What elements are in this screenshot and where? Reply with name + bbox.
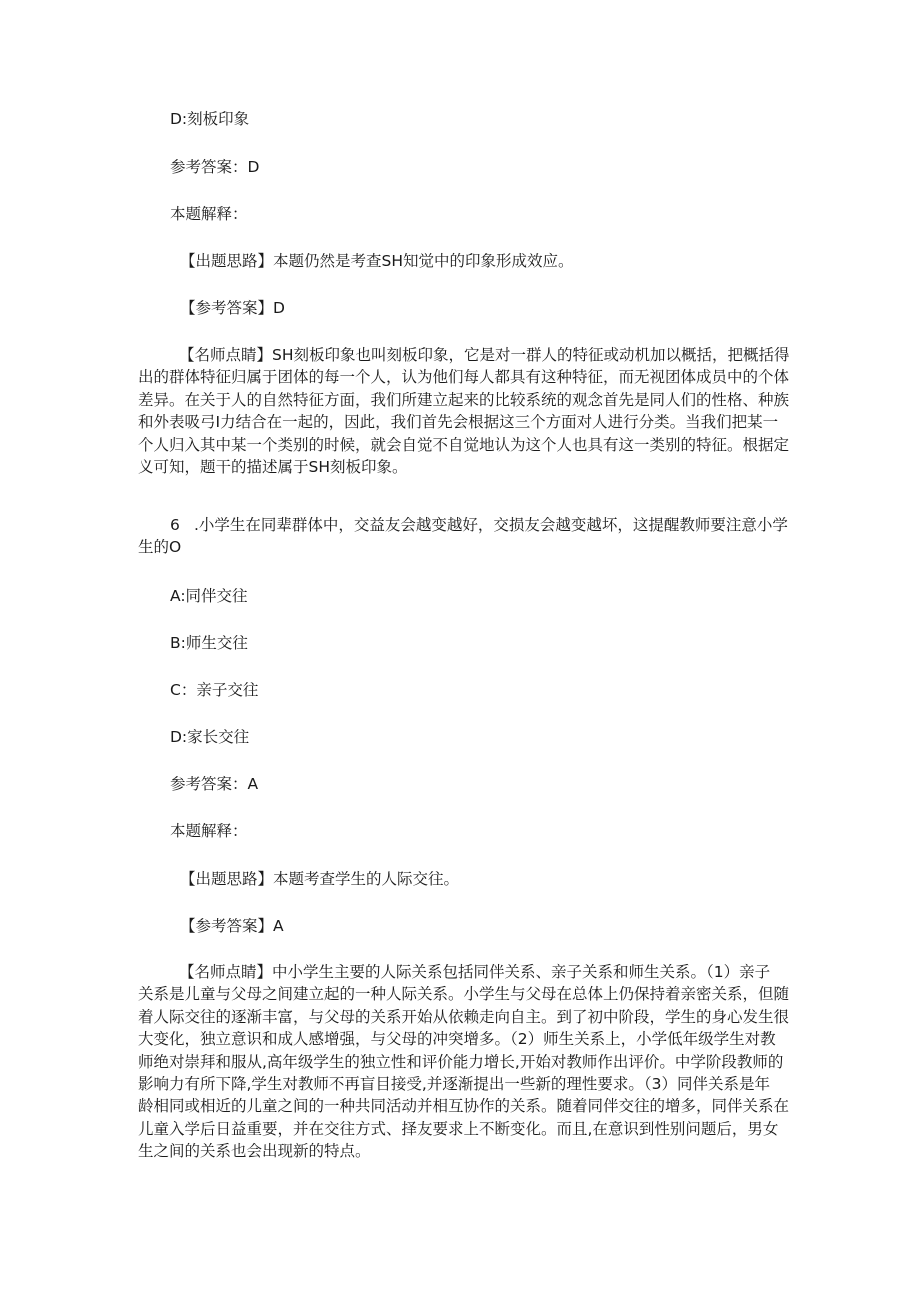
q6-tips-line: 【名师点睛】中小学生主要的人际关系包括同伴关系、亲子关系和师生关系。（1）亲子: [179, 963, 771, 981]
q5-tips-line: 【名师点睛】SH刻板印象也叫刻板印象，它是对一群人的特征或动机加以概括，把概括得: [179, 346, 790, 364]
q6-tips-line: 龄相同或相近的儿童之间的一种共同活动并相互协作的关系。随着同伴交往的增多，同伴关系在: [138, 1097, 790, 1116]
q6-option-c: C：亲子交往: [170, 681, 259, 699]
q6-tips-line: 生之间的关系也会出现新的特点。: [138, 1142, 371, 1161]
q6-tips-paragraph: [138, 961, 790, 1163]
q5-tips-paragraph: [138, 344, 790, 478]
q6-answer: 参考答案：A: [170, 775, 259, 793]
q6-number: 6: [170, 516, 180, 534]
q5-explain-label: 本题解释：: [170, 205, 248, 223]
q6-stem-line: .小学生在同辈群体中，交益友会越变越好，交损友会越变越坏，这提醒教师要注意小学: [194, 516, 788, 534]
q5-tips-line: 义可知，题干的描述属于SH刻板印象。: [138, 458, 408, 477]
q6-ref-answer: 【参考答案】A: [180, 917, 284, 935]
q6-stem-line: 生的O: [138, 538, 182, 557]
q5-tips-line: 和外表吸弓I力结合在一起的，因此，我们首先会根据这三个方面对人进行分类。当我们把某一: [138, 413, 779, 432]
q6-tips-line: 着人际交往的逐渐丰富，与父母的关系开始从依赖走向自主。到了初中阶段，学生的身心发生很: [138, 1007, 790, 1026]
q6-option-b: B:师生交往: [170, 634, 248, 652]
q6-tips-line: 大变化，独立意识和成人感增强，与父母的冲突增多。（2）师生关系上，小学低年级学生对教: [138, 1030, 776, 1049]
q6-tips-line: 师绝对崇拜和服从,高年级学生的独立性和评价能力增长,开始对教师作出评价。中学阶段教师的: [138, 1052, 784, 1071]
q5-option-d: D:刻板印象: [170, 110, 250, 128]
q6-stem: [138, 514, 786, 559]
q5-tips-line: 差异。在关于人的自然特征方面，我们所建立起来的比较系统的观念首先是同人们的性格、种族: [138, 390, 790, 409]
q6-explain-label: 本题解释：: [170, 822, 248, 840]
q6-thinking: 【出题思路】本题考查学生的人际交往。: [180, 870, 460, 888]
q5-thinking: 【出题思路】本题仍然是考查SH知觉中的印象形成效应。: [180, 252, 574, 270]
q5-tips-line: 出的群体特征归属于团体的每一个人，认为他们每人都具有这种特征，而无视团体成员中的个体: [138, 368, 790, 387]
q6-tips-line: 关系是儿童与父母之间建立起的一种人际关系。小学生与父母在总体上仍保持着亲密关系，但随: [138, 985, 790, 1004]
q5-answer: 参考答案：D: [170, 158, 260, 176]
q5-ref-answer: 【参考答案】D: [180, 299, 285, 317]
q5-tips-line: 个人归入其中某一个类别的时候，就会自觉不自觉地认为这个人也具有这一类别的特征。根据定: [138, 435, 790, 454]
q6-option-a: A:同伴交往: [170, 587, 248, 605]
q6-tips-line: 影响力有所下降,学生对教师不再盲目接受,并逐渐提出一些新的理性要求。（3）同伴关系是年: [138, 1075, 770, 1094]
q6-option-d: D:家长交往: [170, 728, 250, 746]
q6-tips-line: 儿童入学后日益重要，并在交往方式、择友要求上不断变化。而且,在意识到性别问题后，男女: [138, 1119, 779, 1138]
